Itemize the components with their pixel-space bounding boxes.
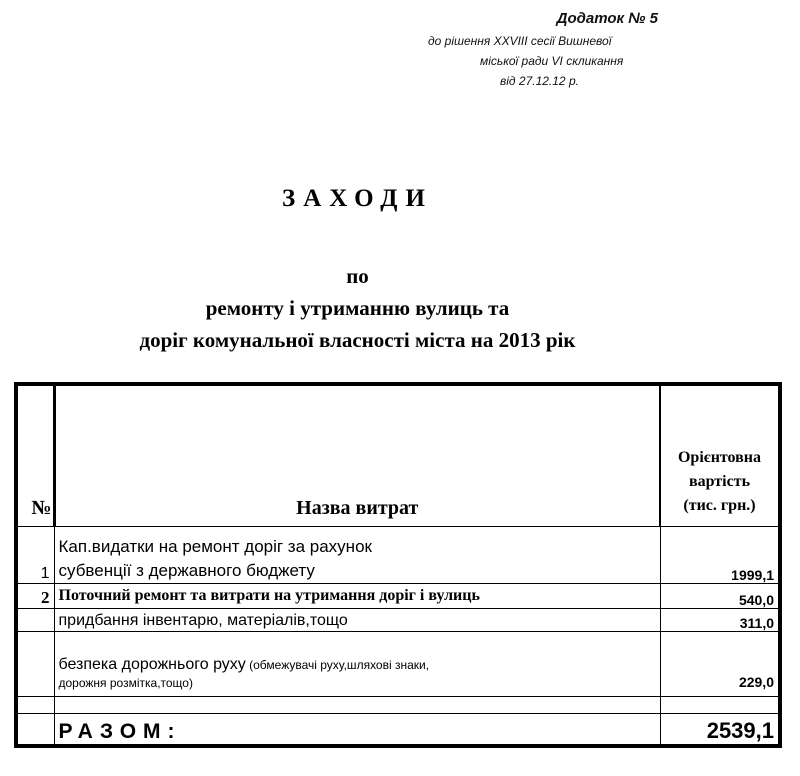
table-row (16, 527, 780, 584)
header-cost-line-1: Орієнтовна (677, 449, 762, 466)
header-cost-line-2: вартість (688, 473, 751, 490)
subtitle-line-2: ремонту і утриманню вулиць та (205, 296, 510, 320)
total-label: РАЗОМ: (54, 714, 660, 747)
appendix-date-line: від 27.12.12 р. (500, 74, 579, 88)
row-amount: 311,0 (660, 609, 780, 632)
document-title: ЗАХОДИ (282, 185, 433, 212)
header-number: № (16, 384, 54, 527)
row-expense-name (54, 632, 660, 697)
header-estimated-cost (660, 384, 780, 527)
row-expense-name: Поточний ремонт та витрати на утримання доріг і вулиць (54, 584, 660, 609)
empty-cell (16, 697, 54, 714)
row-name-line-2: субвенції з державного бюджету (58, 561, 315, 580)
empty-row (16, 697, 780, 714)
row-amount: 1999,1 (660, 527, 780, 584)
row-number: 1 (16, 527, 54, 584)
row-number (16, 632, 54, 697)
table-row (16, 584, 780, 609)
row-name-line-1 (59, 656, 656, 674)
total-amount: 2539,1 (660, 714, 780, 747)
row-amount: 540,0 (660, 584, 780, 609)
table-row (16, 632, 780, 697)
subtitle-line-1: по (346, 264, 369, 288)
row-expense-name: придбання інвентарю, матеріалів,тощо (54, 609, 660, 632)
row-name-main: безпека дорожнього руху (58, 656, 246, 673)
row-expense-name (54, 527, 660, 584)
cost-table (14, 382, 782, 748)
header-expense-name: Назва витрат (54, 384, 660, 527)
row-name-line-1: Кап.видатки на ремонт доріг за рахунок (58, 537, 372, 556)
appendix-title: Додаток № 5 (556, 10, 658, 27)
row-number: 2 (16, 584, 54, 609)
row-amount: 229,0 (660, 632, 780, 697)
appendix-council-line: міської ради VI скликання (480, 54, 624, 68)
table-row (16, 609, 780, 632)
total-row (16, 714, 780, 747)
row-number (16, 609, 54, 632)
row-name-line-2: дорожня розмітка,тощо) (58, 676, 193, 690)
table-header-row (16, 384, 780, 527)
empty-cell (54, 697, 660, 714)
appendix-note (420, 10, 660, 91)
row-name-detail: (обмежувачі руху,шляхові знаки, (245, 658, 430, 672)
subtitle-line-3: доріг комунальної власності міста на 2013 рік (139, 328, 576, 352)
empty-cell (16, 714, 54, 747)
appendix-decision-line: до рішення ХХVIII сесії Вишневої (428, 34, 612, 48)
empty-cell (660, 697, 780, 714)
header-cost-line-3: (тис. грн.) (683, 497, 756, 514)
